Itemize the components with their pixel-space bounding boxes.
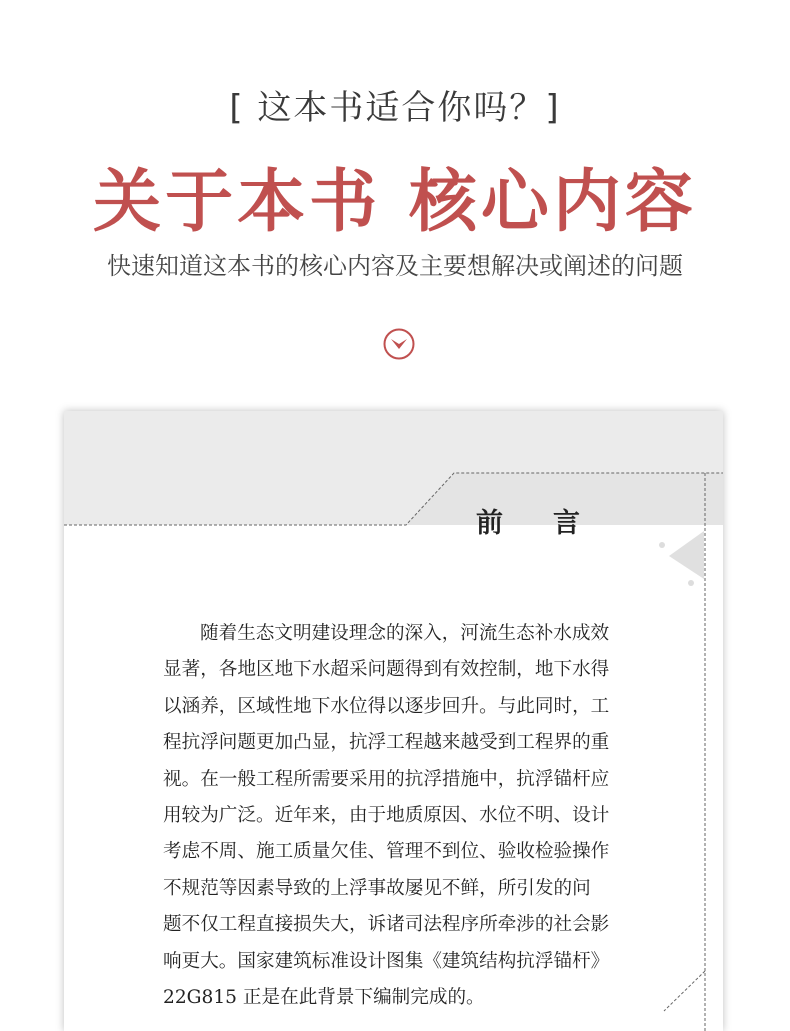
preface-line: 考虑不周、施工质量欠佳、管理不到位、验收检验操作 [163,841,610,863]
preface-line: 不规范等因素导致的上浮事故屡见不鲜，所引发的问 [163,877,591,899]
preface-heading: 前言 [476,508,630,539]
preface-body [163,616,609,1016]
preface-line: 响更大。国家建筑标准设计图集《建筑结构抗浮锚杆》 [163,950,610,972]
preface-line: 随着生态文明建设理念的深入，河流生态补水成效 [200,623,610,644]
preface-line: 显著，各地区地下水超采问题得到有效控制，地下水得 [163,659,610,681]
page-title: 关于本书 核心内容 [93,162,697,242]
chevron-down-circle-icon[interactable] [383,328,415,360]
preface-line: 用较为广泛。近年来，由于地质原因、水位不明、设计 [163,805,610,827]
preface-line: 题不仅工程直接损失大，诉诸司法程序所牵涉的社会影 [163,914,610,936]
preface-line: 以涵养，区域性地下水位得以逐步回升。与此同时，工 [163,695,610,717]
preface-page [64,411,723,1031]
question-tagline: [ 这本书适合你吗？] [229,88,561,128]
preface-line: 22G815 正是在此背景下编制完成的。 [163,987,485,1009]
preface-line: 视。在一般工程所需要采用的抗浮措施中，抗浮锚杆应 [163,768,610,790]
page-subtitle: 快速知道这本书的核心内容及主要想解决或阐述的问题 [107,252,683,280]
preface-line: 程抗浮问题更加凸显，抗浮工程越来越受到工程界的重 [163,732,610,754]
